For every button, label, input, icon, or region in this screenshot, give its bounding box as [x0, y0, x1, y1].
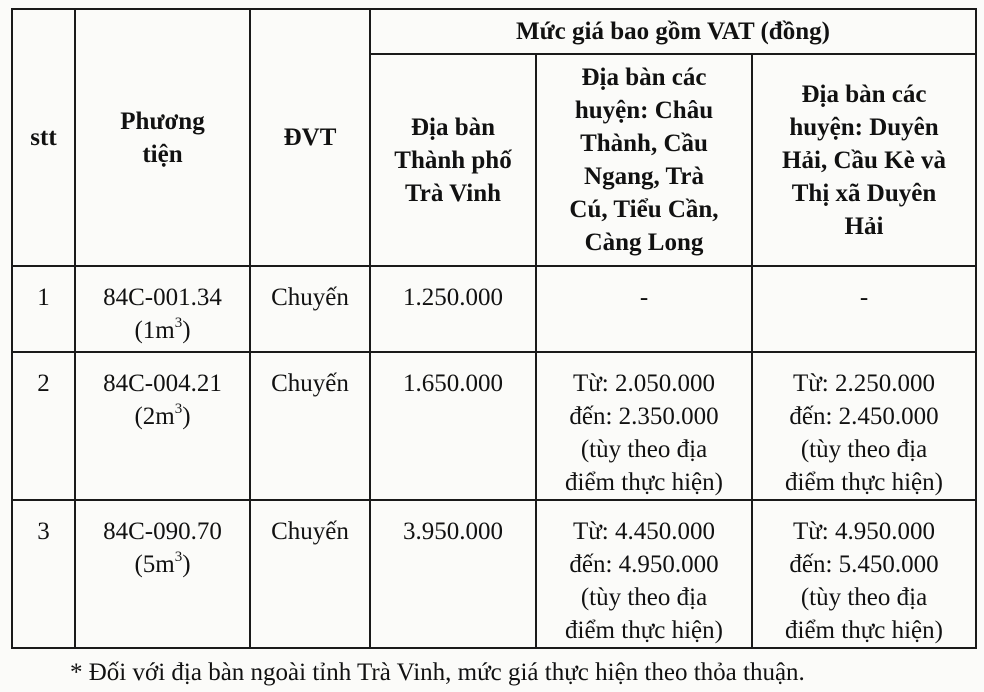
cell-vehicle [75, 500, 250, 648]
cell-price-city: 1.250.000 [370, 266, 536, 352]
table-row [12, 500, 976, 648]
cell-price-districts-1: Từ: 2.050.000 đến: 2.350.000 (tùy theo địa điểm thực hiện) [536, 352, 752, 500]
header-area-districts-1: Địa bàn các huyện: Châu Thành, Cầu Ngang, Trà Cú, Tiểu Cần, Càng Long [536, 54, 752, 266]
cell-unit: Chuyến [250, 266, 370, 352]
cell-price-city: 3.950.000 [370, 500, 536, 648]
cell-price-districts-2: - [752, 266, 976, 352]
cell-price-districts-2: Từ: 2.250.000 đến: 2.450.000 (tùy theo địa điểm thực hiện) [752, 352, 976, 500]
cell-unit: Chuyến [250, 500, 370, 648]
header-unit: ĐVT [250, 9, 370, 266]
cell-stt: 3 [12, 500, 75, 648]
cell-unit: Chuyến [250, 352, 370, 500]
header-vehicle: Phương tiện [75, 9, 250, 266]
vehicle-plate: 84C-004.21 [103, 370, 222, 397]
vehicle-capacity: $(2m^3)$ [134, 400, 191, 430]
cell-stt: 2 [12, 352, 75, 500]
vehicle-capacity: $(1m^3)$ [134, 314, 191, 344]
table-row [12, 352, 976, 500]
price-table [11, 8, 977, 649]
cell-price-districts-1: - [536, 266, 752, 352]
header-price-group: Mức giá bao gồm VAT (đồng) [370, 9, 976, 54]
table-row [12, 266, 976, 352]
vehicle-capacity: $(5m^3)$ [134, 548, 191, 578]
cell-stt: 1 [12, 266, 75, 352]
header-area-city: Địa bàn Thành phố Trà Vinh [370, 54, 536, 266]
vehicle-plate: 84C-090.70 [103, 518, 222, 545]
cell-price-districts-1: Từ: 4.450.000 đến: 4.950.000 (tùy theo địa điểm thực hiện) [536, 500, 752, 648]
cell-price-city: 1.650.000 [370, 352, 536, 500]
vehicle-plate: 84C-001.34 [103, 284, 222, 311]
header-area-districts-2: Địa bàn các huyện: Duyên Hải, Cầu Kè và Thị xã Duyên Hải [752, 54, 976, 266]
cell-price-districts-2: Từ: 4.950.000 đến: 5.450.000 (tùy theo địa điểm thực hiện) [752, 500, 976, 648]
cell-vehicle [75, 266, 250, 352]
header-stt: stt [12, 9, 75, 266]
cell-vehicle [75, 352, 250, 500]
footnote: * Đối với địa bàn ngoài tỉnh Trà Vinh, mức giá thực hiện theo thỏa thuận. [70, 659, 805, 686]
